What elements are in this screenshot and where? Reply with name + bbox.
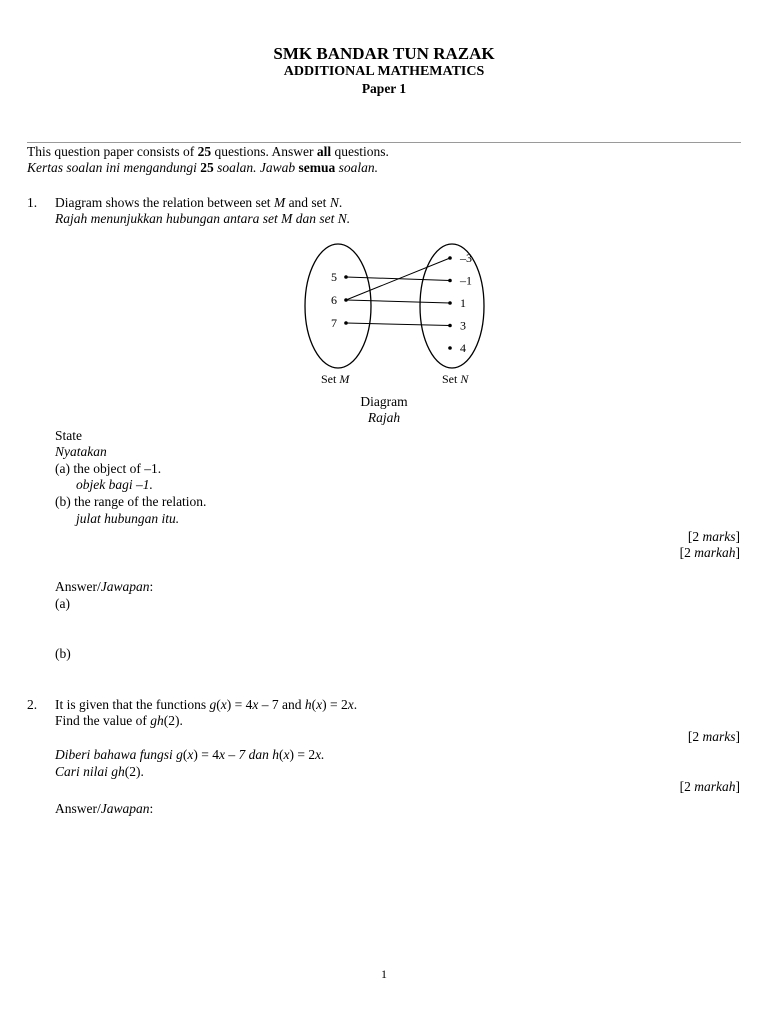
q1-part-a-ms: objek bagi –1. [76,477,153,492]
text: ( [182,747,188,762]
codomain-point [448,324,452,328]
text: – 7 dan [225,747,273,762]
text: Jawapan [100,579,150,594]
text: (2). [163,713,183,728]
codomain-point [448,301,452,305]
q1-answer-a: (a) [55,596,70,611]
q2-marks-ms [680,779,740,795]
text: ] [735,729,740,744]
diagram-caption-ms: Rajah [367,410,401,425]
text: Jawapan [100,801,150,816]
q1-answer-b: (b) [55,646,71,661]
codomain-point [448,346,452,350]
q1-part-b-ms: julat hubungan itu. [76,511,180,526]
q1-part-b-en: (b) the range of the relation. [55,494,207,509]
q1-answer-label [55,579,153,595]
relation-arrow [346,258,450,300]
q2-find-en [55,713,183,729]
text: ( [311,697,317,712]
text: Diberi bahawa fungsi g [55,747,183,762]
relation-arrow [346,323,450,326]
text: and set [285,195,330,210]
text: ( [279,747,284,762]
set-n: N [329,195,339,210]
q1-marks-en [688,529,740,545]
q1-stem-en [55,195,342,211]
text: ) = 2 [289,747,316,762]
math: x [220,697,227,712]
text: Diagram shows the relation between set [55,195,274,210]
codomain-label: –3 [460,251,472,265]
text: . [321,747,325,762]
page-number: 1 [381,967,387,981]
emphasis: all [316,144,332,159]
math: x [316,697,323,712]
text: : [149,579,154,594]
text: soalan. Jawab [213,160,299,175]
text: [2 [687,529,703,544]
math: gh [150,713,164,728]
codomain-elements [448,251,472,355]
text: Kertas soalan ini mengandungi [27,160,201,175]
text: . [338,195,343,210]
text: Answer/ [55,801,101,816]
codomain-point [448,256,452,260]
math: x [347,697,354,712]
emphasis: semua [298,160,336,175]
q1-state-ms: Nyatakan [55,444,107,459]
domain-point [344,298,348,302]
diagram-caption-en: Diagram [360,394,408,409]
math: x [283,747,290,762]
instructions-ms [27,160,378,176]
math: x [187,747,194,762]
math: h [304,697,312,712]
set-n-label: Set N [442,372,469,386]
subject-title: ADDITIONAL MATHEMATICS [283,64,485,79]
text: – 7 and [258,697,305,712]
relation-arrows [346,258,450,326]
q2-marks-en [688,729,740,745]
codomain-point [448,279,452,283]
domain-point [344,321,348,325]
text: ) = 4 [226,697,253,712]
q2-stem-ms [55,747,324,763]
q1-part-a-en: (a) the object of –1. [55,461,162,476]
set-m: M [273,195,286,210]
domain-elements [331,270,348,330]
codomain-label: –1 [460,273,472,288]
text: markah [694,779,736,794]
math: gh [111,764,125,779]
text: marks [702,529,736,544]
codomain-label: 4 [460,341,466,355]
header-divider [27,142,741,143]
text: ) = 4 [193,747,219,762]
text: (2). [124,764,144,779]
math: x [252,697,259,712]
codomain-label: 3 [460,318,466,333]
text: questions. [331,144,389,159]
text: . [353,697,358,712]
text: soalan. [335,160,379,175]
text: ] [735,545,740,560]
text: Find the value of [55,713,151,728]
text: ] [735,529,740,544]
domain-label: 7 [331,316,337,330]
domain-label: 6 [331,293,337,307]
text: : [149,801,154,816]
text: Answer/ [55,579,101,594]
text: ( [216,697,221,712]
q1-stem-ms: Rajah menunjukkan hubungan antara set M dan set N. [55,211,351,226]
set-m-label: Set M [321,372,350,386]
text: ) = 2 [322,697,348,712]
math: x [315,747,322,762]
codomain-label: 1 [460,296,466,310]
text: [2 [687,729,703,744]
q2-number: 2. [27,697,38,712]
question-count: 25 [197,144,212,159]
text: This question paper consists of [27,144,198,159]
text: questions. Answer [211,144,317,159]
school-name: SMK BANDAR TUN RAZAK [273,44,495,63]
text: It is given that the functions [55,697,210,712]
instructions-en [27,144,389,160]
text: [2 [679,545,695,560]
text: marks [702,729,736,744]
q2-stem-en [55,697,357,713]
text: ] [735,779,740,794]
question-count: 25 [200,160,214,175]
math: x [219,747,225,762]
paper-label: Paper 1 [361,81,407,96]
arrow-diagram [290,240,500,390]
math: h [272,747,279,762]
q2-answer-label [55,801,153,817]
domain-point [344,275,348,279]
set-m-ellipse [305,244,371,368]
math: g [209,697,217,712]
set-n-ellipse [420,244,484,368]
q1-marks-ms [680,545,740,561]
domain-label: 5 [331,270,337,284]
q1-state-en: State [55,428,82,443]
q2-find-ms [55,764,144,780]
q1-number: 1. [27,195,38,210]
text: Cari nilai [55,764,112,779]
text: markah [694,545,736,560]
relation-arrow [346,300,450,303]
text: [2 [679,779,695,794]
